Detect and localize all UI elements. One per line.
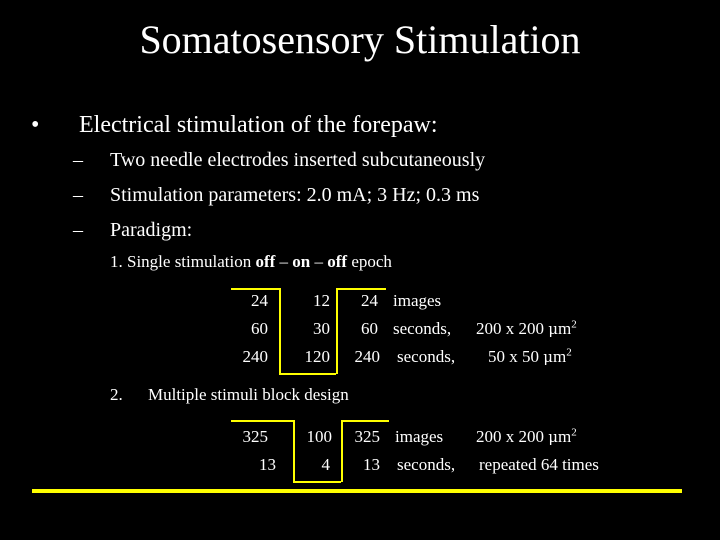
p1-on-seconds-2: 120 xyxy=(304,347,330,366)
waveform2-off-segment-1 xyxy=(231,420,293,422)
dash-marker-3: – xyxy=(73,219,83,241)
p1-on-seconds: 30 xyxy=(313,319,330,338)
p2-off2-images: 325 xyxy=(354,427,380,446)
paradigm-1-label: 1. Single stimulation off – on – off epoch xyxy=(110,252,392,271)
dash-marker-2: – xyxy=(73,184,83,206)
waveform-fall xyxy=(336,288,338,374)
p2-off2-seconds: 13 xyxy=(363,455,380,474)
p2-unit-images: images xyxy=(395,427,444,446)
off-label-2: off xyxy=(327,252,348,271)
bullet-text: Electrical stimulation of the forepaw: xyxy=(79,112,438,138)
p1-unit-images: images xyxy=(393,291,442,310)
p1-off2-images: 24 xyxy=(361,291,378,310)
waveform-on-segment xyxy=(279,373,336,375)
dash-marker-1: – xyxy=(73,149,83,171)
p1-off1-seconds-2: 240 xyxy=(242,347,268,366)
waveform-rise xyxy=(279,288,281,374)
p1-off1-images: 24 xyxy=(251,291,268,310)
on-label: on xyxy=(292,252,311,271)
p2-unit-seconds: seconds, xyxy=(397,455,456,474)
p2-on-images: 100 xyxy=(306,427,332,446)
p1-off2-seconds-2: 240 xyxy=(354,347,380,366)
p2-on-seconds: 4 xyxy=(321,455,330,474)
p1-resolution-2: 50 x 50 $\mu m^2$ xyxy=(488,346,572,366)
p2-repetition: repeated 64 times xyxy=(479,455,599,474)
waveform2-on-segment xyxy=(293,481,341,483)
p1-on-images: 12 xyxy=(313,291,330,310)
bullet-marker: • xyxy=(31,112,40,138)
p2-off1-seconds: 13 xyxy=(259,455,276,474)
subitem-paradigm: Paradigm: xyxy=(110,219,193,241)
off-label-1: off xyxy=(255,252,276,271)
p2-resolution: 200 x 200 $\mu m^2$ xyxy=(476,426,577,446)
p2-off1-images: 325 xyxy=(242,427,268,446)
subitem-parameters: Stimulation parameters: 2.0 mA; 3 Hz; 0.3 ms xyxy=(110,184,480,206)
paradigm-2-label: Multiple stimuli block design xyxy=(148,385,349,404)
paradigm-2-number: 2. xyxy=(110,385,123,404)
bottom-divider xyxy=(32,489,682,493)
slide-title: Somatosensory Stimulation xyxy=(139,17,581,62)
waveform2-off-segment-2 xyxy=(341,420,389,422)
subitem-electrodes: Two needle electrodes inserted subcutaneously xyxy=(110,149,486,171)
p1-off2-seconds: 60 xyxy=(361,319,378,338)
p1-unit-seconds-2: seconds, xyxy=(397,347,456,366)
p1-unit-seconds: seconds, xyxy=(393,319,452,338)
p1-resolution-1: 200 x 200 $\mu m^2$ xyxy=(476,318,577,338)
p1-off1-seconds: 60 xyxy=(251,319,268,338)
